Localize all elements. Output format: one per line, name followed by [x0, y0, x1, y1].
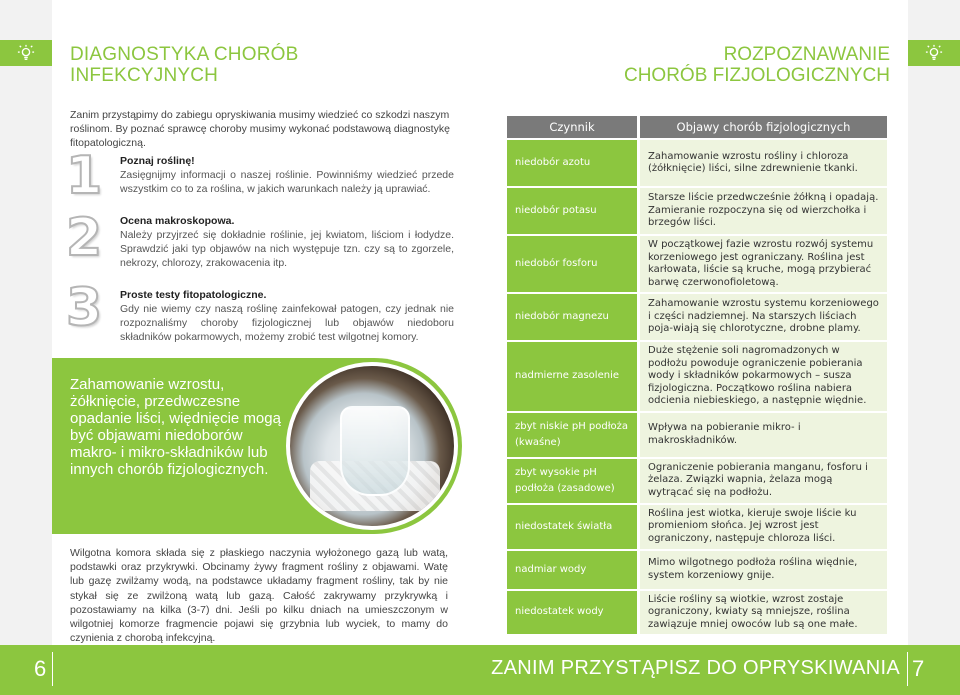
step-title: Ocena makroskopowa. [120, 215, 235, 227]
table-row [507, 140, 887, 186]
lightbulb-icon [908, 40, 960, 66]
factor-cell: zbyt niskie pH podłoża (kwaśne) [507, 413, 637, 457]
step-1 [66, 146, 456, 210]
lightbulb-icon [0, 40, 52, 66]
factor-cell: niedostatek światła [507, 505, 637, 549]
step-number: 2 [66, 208, 103, 268]
symptoms-cell: Starsze liście przedwcześnie żółkną i opadają. Zamieranie rozpoczyna się od wierzchołka i brzegów liści. [640, 188, 887, 234]
factor-cell: nadmierne zasolenie [507, 342, 637, 411]
left-page-heading [70, 44, 298, 86]
column-header: Czynnik [507, 116, 637, 138]
symptoms-cell: W początkowej fazie wzrostu rozwój systemu korzeniowego jest ograniczany. Roślina jest karłowata, liście są kruche, mogą przybierać barwę czerwonofioletową. [640, 236, 887, 292]
heading-line: DIAGNOSTYKA CHORÓB [70, 44, 299, 65]
page-number-right: 7 [912, 656, 925, 681]
moist-chamber-photo [286, 362, 458, 530]
right-margin-strip [908, 0, 960, 695]
step-number: 3 [66, 278, 103, 338]
step-text: Gdy nie wiemy czy naszą roślinę zainfekował patogen, czy jednak nie rozpoznaliśmy choroby fizjologicznej lub objawów niedoboru składników pokarmowych, możemy zrobić test wilgotnej komory. [120, 303, 454, 343]
step-text: Zasięgnijmy informacji o naszej roślinie. Powinniśmy wiedzieć przede wszystkim co to za roślina, w jakich warunkach należy ją uprawiać. [120, 169, 454, 195]
symptoms-cell: Wpływa na pobieranie mikro- i makroskładników. [640, 413, 887, 457]
factor-cell: niedobór magnezu [507, 294, 637, 340]
right-page-heading [624, 44, 890, 86]
column-header: Objawy chorób fizjologicznych [640, 116, 887, 138]
heading-line: ROZPOZNAWANIE [723, 44, 890, 65]
page-divider [52, 652, 53, 686]
factor-cell: niedobór azotu [507, 140, 637, 186]
factor-cell: niedobór fosforu [507, 236, 637, 292]
step-2 [66, 208, 456, 282]
banner-text: Zahamowanie wzrostu, żółknięcie, przedwczesne opadanie liści, więdnięcie mogą być objawami niedoborów makro- i mikro-składników lub innych chorób fizjologicznych. [70, 376, 281, 478]
step-text: Należy przyjrzeć się dokładnie roślinie, jej kwiatom, liściom i łodydze. Sprawdzić jaki typ objawów na nich występuje tzn. czy są to zgorzele, nekrozy, chlorozy, zrakowacenia itp. [120, 229, 454, 269]
step-number: 1 [66, 146, 103, 206]
table-row [507, 413, 887, 457]
factor-cell: niedobór potasu [507, 188, 637, 234]
table-row [507, 551, 887, 589]
factor-cell: zbyt wysokie pH podłoża (zasadowe) [507, 459, 637, 503]
symptoms-cell: Roślina jest wiotka, kieruje swoje liście ku promieniom słońca. Jej wzrost jest ograniczony, następuje chloroza liści. [640, 505, 887, 549]
table-row [507, 294, 887, 340]
table-row [507, 236, 887, 292]
symptoms-cell: Zahamowanie wzrostu systemu korzeniowego i części nadziemnej. Na starszych liściach poja-wiają się chlorotyczne, drobne plamy. [640, 294, 887, 340]
symptoms-cell: Ograniczenie pobierania manganu, fosforu i żelaza. Związki wapnia, żelaza mogą wytrącać się na podłożu. [640, 459, 887, 503]
glass-cover [340, 406, 410, 496]
table-row [507, 591, 887, 635]
factor-cell: niedostatek wody [507, 591, 637, 635]
heading-line: INFEKCYJNYCH [70, 65, 219, 86]
table-row [507, 459, 887, 503]
symptoms-cell: Duże stężenie soli nagromadzonych w podłożu powoduje ograniczenie pobierania wody i składników pokarmowych – susza fizjologiczna. Początkowo roślina nabiera odcienia niebieskiego, a następnie więdnie. [640, 342, 887, 411]
page-divider [907, 652, 908, 686]
factor-cell: nadmiar wody [507, 551, 637, 589]
left-margin-strip [0, 0, 52, 695]
symptoms-cell: Liście rośliny są wiotkie, wzrost zostaje ograniczony, kwiaty są mniejsze, roślina zawiązuje mniej owoców lub są one małe. [640, 591, 887, 635]
intro-paragraph: Zanim przystąpimy do zabiegu opryskiwania musimy wiedzieć co szkodzi naszym roślinom. By poznać sprawcę choroby musimy wykonać podstawową diagnostykę fitopatologiczną. [70, 109, 450, 149]
table-row [507, 505, 887, 549]
step-title: Proste testy fitopatologiczne. [120, 289, 267, 301]
symptoms-cell: Mimo wilgotnego podłoża roślina więdnie, system korzeniowy gnije. [640, 551, 887, 589]
step-3 [66, 278, 456, 352]
table-header-row [507, 116, 887, 138]
moist-chamber-paragraph: Wilgotna komora składa się z płaskiego naczynia wyłożonego gazą lub watą, podstawki oraz przykrywki. Obcinamy żywy fragment rośliny z objawami. Watę lub gazę zwilżamy wodą, na podstawce układamy fragment rośliny, tak by nie stykał się ze zwilżoną watą lub gazą. Całość zakrywamy przykrywką i pozostawiamy na kilka (3-7) dni. Jeśli po kilku dniach na umieszczonym w wilgotniej komorze fragmencie pojawi się grzybnia lub wyciek, to mamy do czynienia z chorobą infekcyjną. [70, 547, 448, 645]
symptoms-cell: Zahamowanie wzrostu rośliny i chloroza (żółknięcie) liści, silne zdrewnienie tkanki. [640, 140, 887, 186]
physiological-diseases-table [504, 114, 890, 636]
table-row [507, 188, 887, 234]
table-row [507, 342, 887, 411]
heading-line: CHORÓB FIZJOLOGICZNYCH [623, 65, 890, 86]
page-number-left: 6 [34, 656, 47, 681]
step-title: Poznaj roślinę! [120, 155, 195, 167]
footer-title: ZANIM PRZYSTĄPISZ DO OPRYSKIWANIA [491, 657, 900, 679]
